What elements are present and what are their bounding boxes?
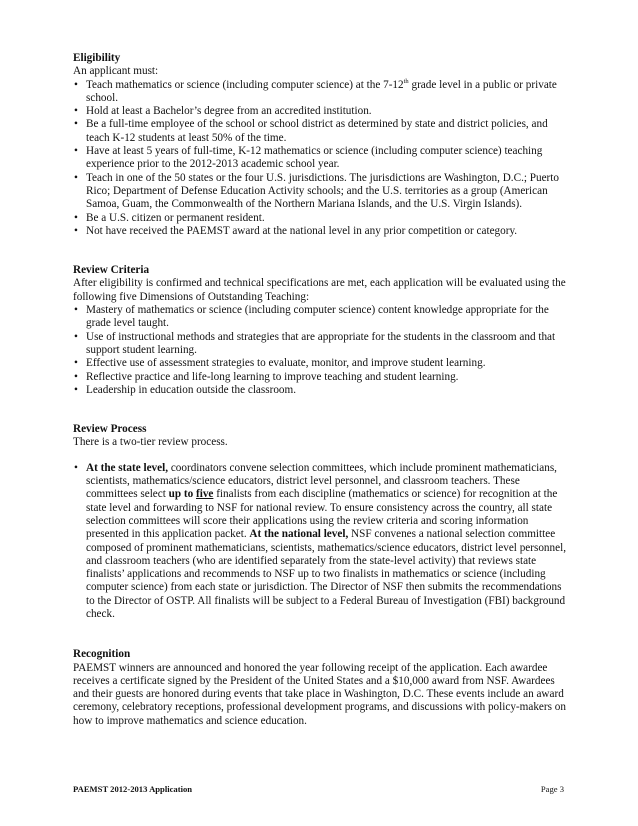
page-number: Page 3 bbox=[540, 784, 564, 794]
recognition-text: PAEMST winners are announced and honored the year following receipt of the application. Each awardee receives a certificate signed by the President of the United States and a $10,000 award from NSF. Awardees and their guests are honored during events that take place in Washington, D.C. These events include an award ceremony, celebratory receptions, professional development programs, and discussions with policy-makers on how to improve mathematics and science education. bbox=[73, 661, 566, 727]
five-emphasis: five bbox=[196, 488, 214, 501]
review-process-heading: Review Process bbox=[73, 423, 147, 436]
eligibility-item: • Have at least 5 years of full-time, K-12 mathematics or science (including computer science) teaching experience prior to the 2012-2013 academic school year. bbox=[73, 145, 569, 172]
recognition-heading: Recognition bbox=[73, 648, 131, 661]
eligibility-intro: An applicant must: bbox=[73, 65, 159, 78]
criteria-item: • Mastery of mathematics or science (including computer science) content knowledge appropriate for the grade level taught. bbox=[73, 304, 569, 331]
eligibility-item: • Teach in one of the 50 states or the four U.S. jurisdictions. The jurisdictions are Washington, D.C.; Puerto Rico; Department of Defense Education Activity schools; and the U.S. territories as a group (American Samoa, Guam, the Commonwealth of the Northern Mariana Islands, and the U.S. Virgin Islands). bbox=[73, 172, 569, 212]
section-spacer bbox=[73, 621, 569, 648]
page-footer bbox=[73, 784, 564, 795]
eligibility-item: • Teach mathematics or science (including computer science) at the 7-12th grade level in a public or private school. bbox=[73, 79, 569, 106]
review-criteria-intro: After eligibility is confirmed and technical specifications are met, each application will be evaluated using the following five Dimensions of Outstanding Teaching: bbox=[73, 277, 566, 303]
review-criteria-heading: Review Criteria bbox=[73, 264, 150, 277]
state-level-label: At the state level, bbox=[86, 461, 169, 474]
eligibility-section bbox=[73, 52, 569, 238]
eligibility-heading: Eligibility bbox=[73, 52, 121, 64]
eligibility-item: • Not have received the PAEMST award at the national level in any prior competition or category. bbox=[73, 225, 569, 238]
ordinal-superscript: th bbox=[403, 77, 409, 85]
review-process-intro: There is a two-tier review process. bbox=[73, 436, 228, 449]
national-level-label: At the national level, bbox=[249, 528, 349, 541]
review-process-section bbox=[73, 423, 569, 621]
review-process-item: • At the state level, coordinators convene selection committees, which include prominent mathematicians, scientists, mathematics/science educators, district level personnel, and classroom teachers. These committees select up to five finalists from each discipline (mathematics or science) for recognition at the state level and forwarding to NSF for national review. To ensure consistency across the country, all state selection committees will score their applications using the review criteria and scoring information presented in this application packet. At the national level, NSF convenes a national selection committee composed of prominent mathematicians, scientists, mathematics/science educators, district level personnel, and classroom teachers (who are identified separately from the state-level activity) that reviews state finalists’ applications and recommends to NSF up to two finalists in mathematics or science (including computer science) from each state or jurisdiction. The Director of NSF then submits the recommendations to the Director of OSTP. All finalists will be subject to a Federal Bureau of Investigation (FBI) background check. bbox=[73, 462, 569, 622]
eligibility-item: • Be a U.S. citizen or permanent resident. bbox=[73, 212, 569, 225]
recognition-section bbox=[73, 648, 569, 728]
review-criteria-list bbox=[73, 304, 569, 397]
criteria-item: • Leadership in education outside the classroom. bbox=[73, 384, 569, 397]
document-page bbox=[73, 52, 569, 728]
section-spacer bbox=[73, 238, 569, 264]
eligibility-item: • Hold at least a Bachelor’s degree from an accredited institution. bbox=[73, 105, 569, 118]
eligibility-item: • Be a full-time employee of the school or school district as determined by state and district policies, and teach K-12 students at least 50% of the time. bbox=[73, 118, 569, 145]
footer-title: PAEMST 2012-2013 Application bbox=[73, 784, 193, 794]
criteria-item: • Effective use of assessment strategies to evaluate, monitor, and improve student learning. bbox=[73, 357, 569, 370]
paragraph-spacer bbox=[73, 450, 569, 462]
eligibility-list bbox=[73, 79, 569, 239]
criteria-item: • Use of instructional methods and strategies that are appropriate for the students in the classroom and that support student learning. bbox=[73, 331, 569, 358]
section-spacer bbox=[73, 397, 569, 423]
review-process-list bbox=[73, 462, 569, 622]
review-criteria-section bbox=[73, 264, 569, 397]
criteria-item: • Reflective practice and life-long learning to improve teaching and student learning. bbox=[73, 371, 569, 384]
